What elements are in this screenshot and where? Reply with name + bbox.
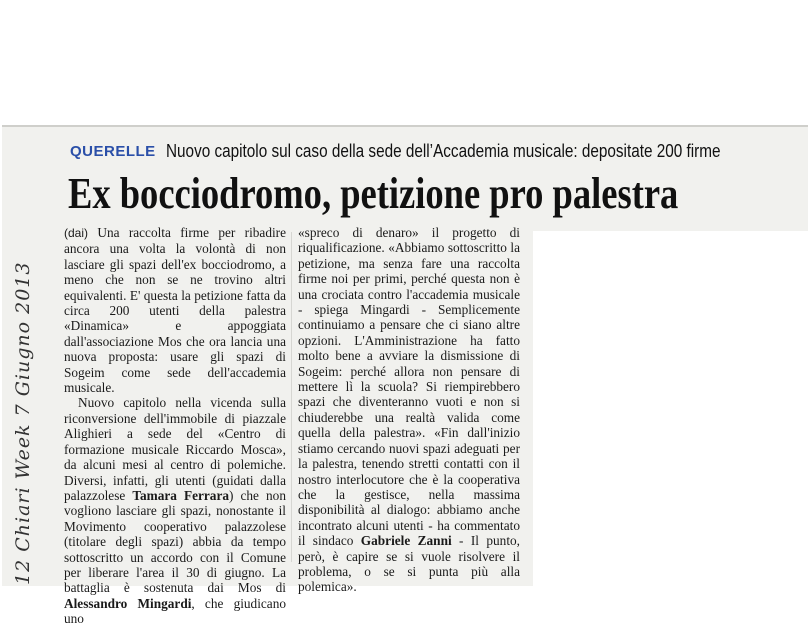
- column-divider: [291, 232, 292, 562]
- paragraph-2-text-b: ) che non vogliono lasciare gli spazi, nonostante il Movimento cooperativo palazzolese (titolare degli spazi) abbia da tempo sottoscritto un accordo con il Comune per liberare l'area il 30 di giugno. La battaglia è sostenuta dai Mos di: [64, 487, 286, 596]
- paragraph-2-text-c: , che giudicano uno: [64, 595, 286, 627]
- kicker-text: Nuovo capitolo sul caso della sede dell’Accademia musicale: depositate 200 firme: [165, 141, 721, 161]
- person-name-tamara-ferrara: Tamara Ferrara: [132, 487, 230, 503]
- headline: Ex bocciodromo, petizione pro palestra: [68, 169, 679, 218]
- article-column-1: [64, 225, 286, 627]
- paragraph-1-text: Una raccolta firme per ribadire ancora una volta la volontà di non lasciare gli spazi dell'ex bocciodromo, a meno che non se ne trovino altri equivalenti. E' questa la petizione fatta da circa 200 utenti della palestra «Dinamica» e appoggiata dall'associazione Mos che ora lancia una nuova proposta: usare gli spazi di Sogeim come sede dell'accademia musicale.: [64, 225, 286, 396]
- byline-lead: (dai): [64, 226, 89, 240]
- person-name-gabriele-zanni: Gabriele Zanni: [360, 533, 452, 549]
- paper-top-edge: [2, 125, 808, 127]
- article-column-2: [298, 225, 520, 595]
- handwritten-date-note: 12 Chiari Week 7 Giugno 2013: [12, 261, 34, 585]
- person-name-alessandro-mingardi: Alessandro Mingardi: [64, 595, 192, 611]
- paragraph-3-text-a: «spreco di denaro» il progetto di riqualificazione. «Abbiamo sottoscritto la petizione, ma senza fare una raccolta firme noi per primi, perché questa non è una crociata contro l'accademia musicale - spiega Mingardi - Semplicemente continuiamo a pensare che ci siano altre opzioni. L'Amministrazione ha fatto molto bene a avviare la dismissione di Sogeim: perché allora non pensare di mettere lì la scuola? Si riempirebbero spazi che diventeranno vuoti e non si chiuderebbe una realtà valida come quella della palestra». «Fin dall'inizio stiamo cercando nuovi spazi adeguati per la palestra, tenendo stretti contatti con il nostro interlocutore che è la cooperativa che la gestisce, nella massima disponibilità al dialogo: abbiamo anche incontrato alcuni utenti - ha commentato il sindaco: [298, 225, 520, 549]
- paragraph-3-text-b: - Il punto, però, è capire se si vuole risolvere il problema, o se si punta più alla polemica».: [298, 533, 521, 595]
- kicker: [70, 141, 800, 171]
- paragraph-2-text-a: Nuovo capitolo nella vicenda sulla riconversione dell'immobile di piazzale Alighieri a sede del «Centro di formazione musicale Riccardo Mosca», da alcuni mesi al centro di polemiche. Diversi, infatti, gli utenti (guidati dalla palazzolese: [64, 395, 286, 503]
- paragraph-1: [64, 225, 286, 395]
- kicker-tag: QUERELLE: [70, 143, 156, 160]
- paragraph-2: [64, 395, 286, 626]
- paragraph-3: [298, 225, 520, 595]
